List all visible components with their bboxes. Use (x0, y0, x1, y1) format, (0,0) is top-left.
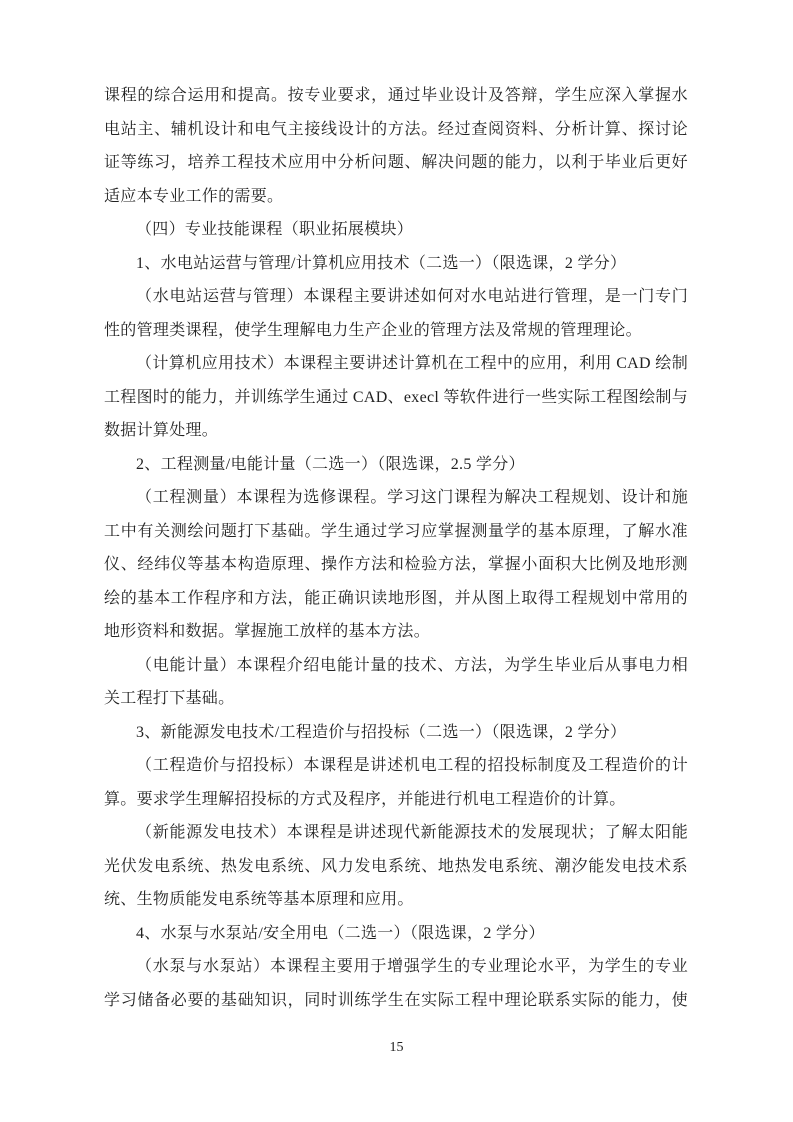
paragraph (104, 917, 688, 951)
paragraph (104, 280, 688, 347)
text-line: 学习储备必要的基础知识，同时训练学生在实际工程中理论联系实际的能力，使 (104, 991, 688, 1009)
text-line: 适应本专业工作的需要。 (104, 187, 284, 205)
text-line: 地形资料和数据。掌握施工放样的基本方法。 (104, 623, 431, 640)
text-line: 工中有关测绘问题打下基础。学生通过学习应掌握测量学的基本原理，了解水准 (104, 522, 688, 540)
text-line: （电能计量）本课程介绍电能计量的技术、方法，为学生毕业后从事电力相 (136, 656, 688, 674)
paragraph (104, 347, 688, 448)
text-line: 性的管理类课程，使学生理解电力生产企业的管理方法及常规的管理理论。 (104, 321, 642, 339)
paragraph (104, 213, 688, 247)
paragraph (104, 448, 688, 482)
paragraph (104, 481, 688, 649)
text-line: （工程测量）本课程为选修课程。学习这门课程为解决工程规划、设计和施 (136, 489, 688, 506)
text-line: （新能源发电技术）本课程是讲述现代新能源技术的发展现状；了解太阳能 (136, 824, 688, 841)
text-line: 电站主、辅机设计和电气主接线设计的方法。经过查阅资料、分析计算、探讨论 (104, 120, 688, 138)
text-line: 2、工程测量/电能计量（二选一）（限选课，2.5 学分） (136, 455, 525, 473)
text-line: 1、水电站运营与管理/计算机应用技术（二选一）（限选课，2 学分） (136, 254, 627, 272)
text-line: 3、新能源发电技术/工程造价与招投标（二选一）（限选课，2 学分） (136, 723, 627, 741)
text-line: 证等练习，培养工程技术应用中分析问题、解决问题的能力，以利于毕业后更好 (104, 154, 688, 171)
text-line: 课程的综合运用和提高。按专业要求，通过毕业设计及答辩，学生应深入掌握水 (104, 87, 688, 104)
text-line: 统、生物质能发电系统等基本原理和应用。 (104, 891, 414, 908)
text-line: 绘的基本工作程序和方法，能正确识读地形图，并从图上取得工程规划中常用的 (104, 589, 688, 607)
text-line: （工程造价与招投标）本课程是讲述机电工程的招投标制度及工程造价的计 (136, 757, 688, 774)
text-line: 光伏发电系统、热发电系统、风力发电系统、地热发电系统、潮汐能发电技术系 (104, 857, 688, 875)
paragraph (104, 816, 688, 917)
page-number: 15 (389, 1040, 404, 1055)
text-line: （水泵与水泵站）本课程主要用于增强学生的专业理论水平，为学生的专业 (136, 958, 688, 975)
paragraph (104, 247, 688, 281)
text-line: 算。要求学生理解招投标的方式及程序，并能进行机电工程造价的计算。 (104, 790, 626, 808)
text-line: 4、水泵与水泵站/安全用电（二选一）（限选课，2 学分） (136, 924, 545, 942)
text-line: 工程图时的能力，并训练学生通过 CAD、execl 等软件进行一些实际工程图绘制与 (104, 388, 688, 406)
paragraph (104, 749, 688, 816)
paragraph (104, 716, 688, 750)
paragraph (104, 950, 688, 1017)
text-line: （水电站运营与管理）本课程主要讲述如何对水电站进行管理，是一门专门 (136, 288, 688, 305)
text-line: 数据计算处理。 (104, 422, 219, 439)
paragraph (104, 79, 688, 213)
text-line: 关工程打下基础。 (104, 690, 235, 707)
text-line: （计算机应用技术）本课程主要讲述计算机在工程中的应用，利用 CAD 绘制 (136, 355, 688, 372)
text-line: （四）专业技能课程（职业拓展模块） (136, 221, 414, 238)
paragraph (104, 649, 688, 716)
document-content (104, 79, 688, 1017)
text-line: 仪、经纬仪等基本构造原理、操作方法和检验方法，掌握小面积大比例及地形测 (104, 556, 688, 573)
